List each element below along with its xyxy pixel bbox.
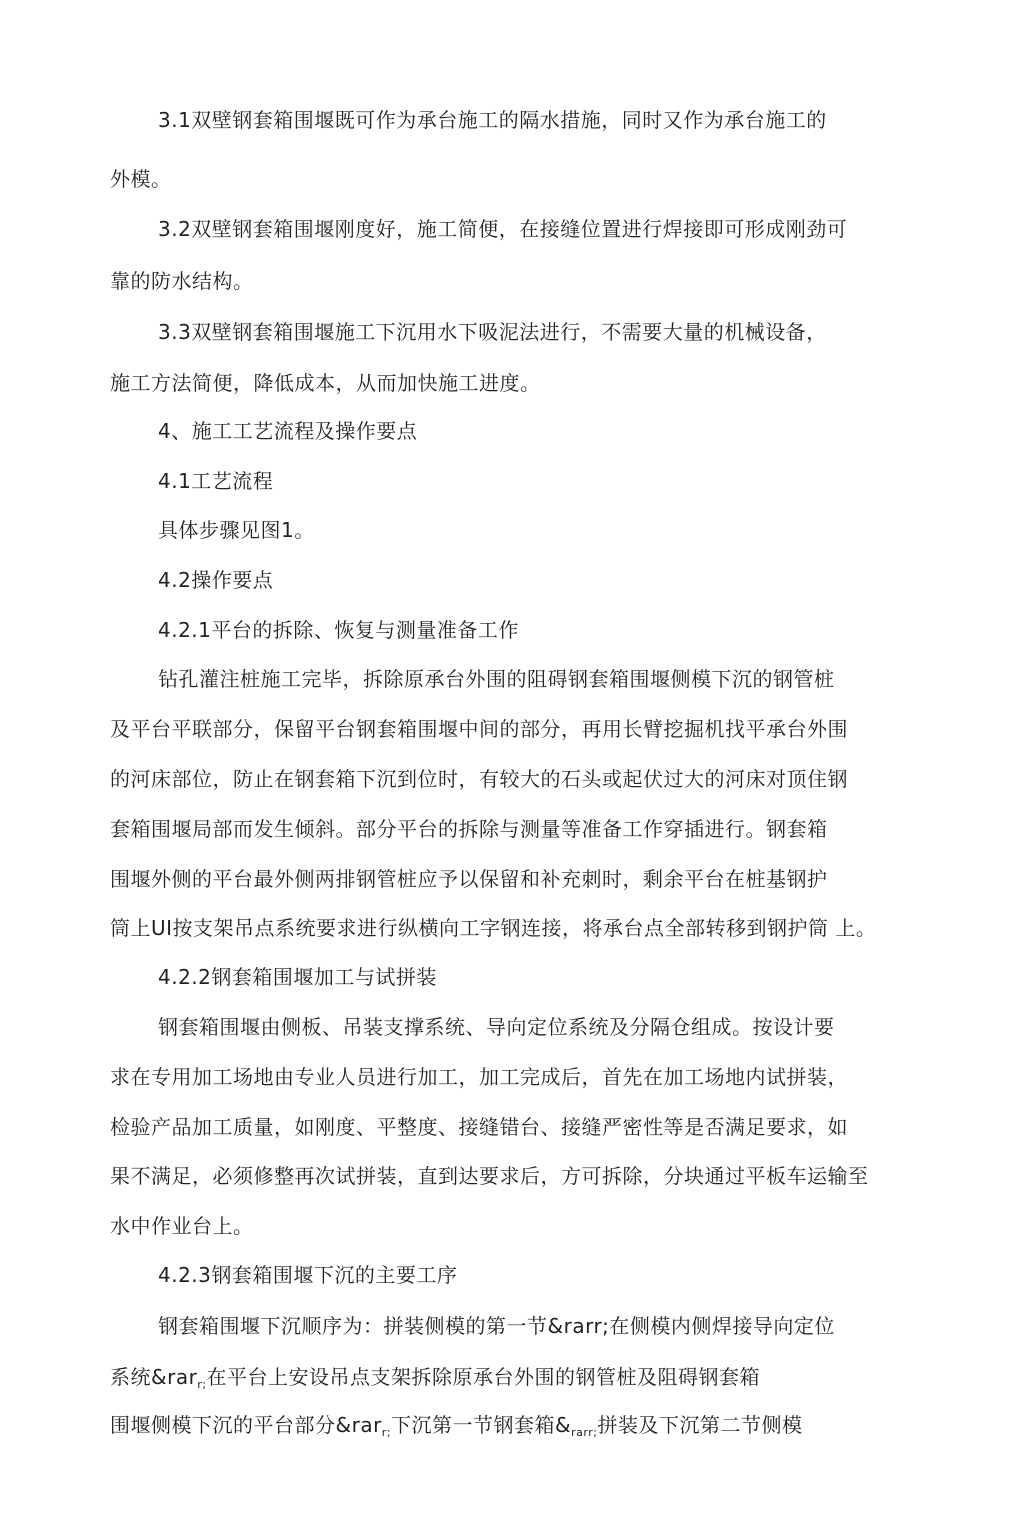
paragraph-line: 围堰外侧的平台最外侧两排钢管桩应予以保留和补充刺时，剩余平台在桩基钢护 <box>110 867 828 891</box>
paragraph-line: 4.2.2钢套箱围堰加工与试拼装 <box>158 965 437 989</box>
paragraph-line: 3.3双壁钢套箱围堰施工下沉用水下吸泥法进行，不需要大量的机械设备， <box>158 320 827 344</box>
paragraph-line: 外模。 <box>110 167 172 191</box>
paragraph-line: 套箱围堰局部而发生倾斜。部分平台的拆除与测量等准备工作穿插进行。钢套箱 <box>110 817 828 841</box>
paragraph-line: 及平台平联部分，保留平台钢套箱围堰中间的部分，再用长臂挖掘机找平承台外围 <box>110 717 848 741</box>
text-segment: 围堰侧模下沉的平台部分&rar <box>110 1413 382 1437</box>
text-segment: 在平台上安设吊点支架拆除原承台外围的钢管桩及阻碍钢套箱 <box>206 1365 761 1389</box>
paragraph-line: 施工方法简便，降低成本，从而加快施工进度。 <box>110 371 541 395</box>
text-segment: 拼装及下沉第二节侧模 <box>597 1413 803 1437</box>
paragraph-line: 钢套箱围堰由侧板、吊装支撑系统、导向定位系统及分隔仓组成。按设计要 <box>158 1015 835 1039</box>
paragraph-line <box>110 1364 760 1394</box>
paragraph-line: 4、施工工艺流程及操作要点 <box>158 419 418 443</box>
paragraph-line: 3.1双壁钢套箱围堰既可作为承台施工的隔水措施，同时又作为承台施工的 <box>158 108 827 132</box>
paragraph-line: 4.1工艺流程 <box>158 469 274 493</box>
paragraph-line: 3.2双壁钢套箱围堰刚度好，施工简便，在接缝位置进行焊接即可形成刚劲可 <box>158 217 848 241</box>
paragraph-line: 筒上UI按支架吊点系统要求进行纵横向工字钢连接，将承台点全部转移到钢护筒 上。 <box>110 916 877 940</box>
paragraph-line <box>110 1412 802 1442</box>
subscript-fragment: r; <box>197 1378 207 1391</box>
text-segment: 下沉第一节钢套箱& <box>391 1413 572 1437</box>
subscript-fragment: r; <box>381 1426 392 1439</box>
paragraph-line: 的河床部位，防止在钢套箱下沉到位时，有较大的石头或起伏过大的河床对顶住钢 <box>110 767 848 791</box>
paragraph-line: 钢套箱围堰下沉顺序为：拼装侧模的第一节&rarr;在侧模内侧焊接导向定位 <box>158 1314 835 1338</box>
paragraph-line: 求在专用加工场地由专业人员进行加工，加工完成后，首先在加工场地内试拼装， <box>110 1065 848 1089</box>
text-segment: 系统&rar <box>110 1365 198 1389</box>
paragraph-line: 4.2.1平台的拆除、恢复与测量准备工作 <box>158 618 519 642</box>
paragraph-line: 靠的防水结构。 <box>110 269 254 293</box>
paragraph-line: 4.2.3钢套箱围堰下沉的主要工序 <box>158 1263 458 1287</box>
subscript-fragment: rarr; <box>571 1426 598 1439</box>
paragraph-line: 4.2操作要点 <box>158 568 274 592</box>
paragraph-line: 果不满足，必须修整再次试拼装，直到达要求后，方可拆除，分块通过平板车运输至 <box>110 1164 869 1188</box>
paragraph-line: 钻孔灌注桩施工完毕，拆除原承台外围的阻碍钢套箱围堰侧模下沉的钢管桩 <box>158 667 835 691</box>
paragraph-line: 水中作业台上。 <box>110 1214 254 1238</box>
paragraph-line: 检验产品加工质量，如刚度、平整度、接缝错台、接缝严密性等是否满足要求，如 <box>110 1115 848 1139</box>
paragraph-line: 具体步骤见图1。 <box>158 518 315 542</box>
